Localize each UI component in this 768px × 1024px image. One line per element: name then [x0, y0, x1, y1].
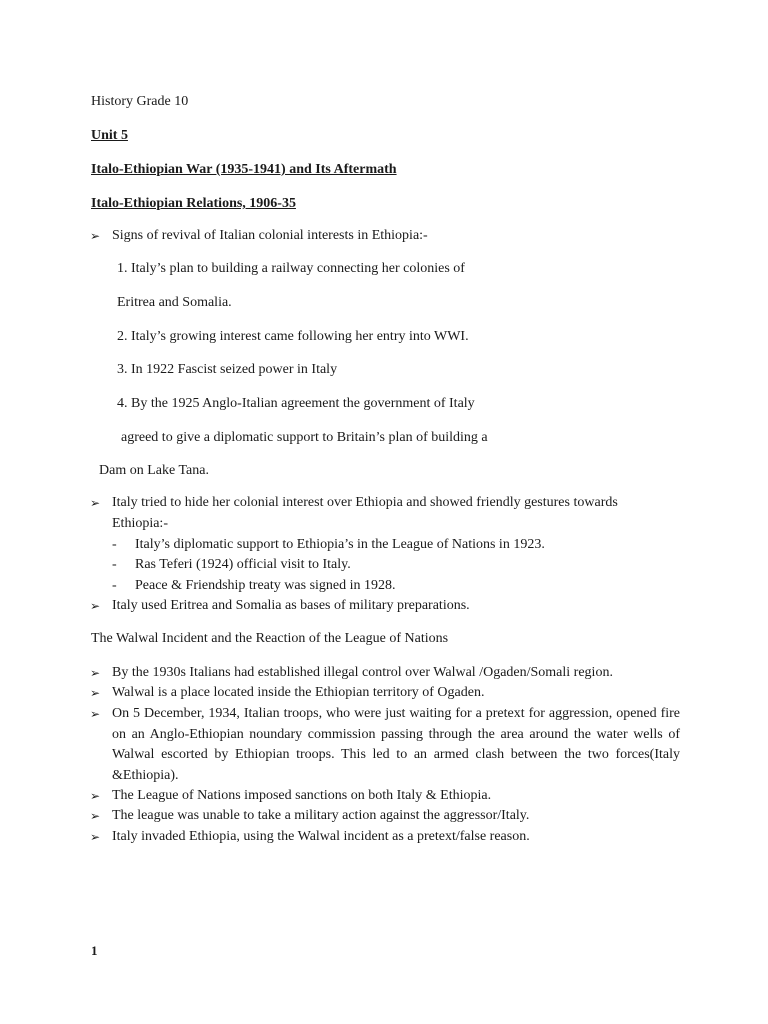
- bullet-text-cont: Ethiopia:-: [112, 515, 168, 531]
- walwal-bullet: [90, 704, 680, 786]
- bullet-text: On 5 December, 1934, Italian troops, who were just waiting for a pretext for aggression, opened fire on an Anglo-Ethiopian noundary commission passing through the area around the water wells of Walwal escorted by Ethiopian troops. This led to an armed clash between the two forces(Italy &Ethiopia).: [112, 706, 680, 783]
- dash-bullet: -: [112, 578, 117, 593]
- bullet-text: Italy used Eritrea and Somalia as bases of military preparations.: [112, 598, 470, 613]
- arrowhead-bullet-icon: ➢: [90, 229, 101, 243]
- signs-item-4-cont2: Dam on Lake Tana.: [99, 463, 209, 478]
- course-label: History Grade 10: [91, 94, 189, 109]
- bullet-text: Walwal is a place located inside the Ethiopian territory of Ogaden.: [112, 685, 485, 700]
- signs-bullet: [90, 226, 680, 247]
- signs-item-2: 2. Italy’s growing interest came following her entry into WWI.: [117, 329, 469, 344]
- friendly-item: [112, 535, 545, 556]
- walwal-bullet: [90, 683, 680, 704]
- bullet-text: Signs of revival of Italian colonial interests in Ethiopia:-: [112, 228, 428, 243]
- bullet-text: The league was unable to take a military action against the aggressor/Italy.: [112, 808, 530, 823]
- arrowhead-bullet-icon: ➢: [90, 666, 101, 680]
- arrowhead-bullet-icon: ➢: [90, 830, 101, 844]
- dash-bullet: -: [112, 557, 117, 572]
- friendly-item: [112, 555, 351, 576]
- arrowhead-bullet-icon: ➢: [90, 707, 101, 721]
- dash-bullet: -: [112, 537, 117, 552]
- signs-item-3: 3. In 1922 Fascist seized power in Italy: [117, 362, 338, 377]
- walwal-heading: The Walwal Incident and the Reaction of the League of Nations: [91, 631, 449, 646]
- friendly-item: [112, 576, 396, 597]
- walwal-bullet: [90, 786, 680, 807]
- walwal-bullet: [90, 663, 680, 684]
- signs-item-4: 4. By the 1925 Anglo-Italian agreement the government of Italy: [117, 396, 475, 411]
- signs-item-1: 1. Italy’s plan to building a railway connecting her colonies of: [117, 261, 465, 276]
- bullet-text: Italy tried to hide her colonial interest over Ethiopia and showed friendly gestures towards: [112, 495, 618, 510]
- friendly-item-text: Ras Teferi (1924) official visit to Italy.: [135, 557, 351, 572]
- page-number: 1: [91, 943, 98, 958]
- signs-item-1-cont: Eritrea and Somalia.: [117, 295, 232, 310]
- friendly-item-text: Italy’s diplomatic support to Ethiopia’s in the League of Nations in 1923.: [135, 537, 545, 552]
- bases-bullet: [90, 596, 680, 617]
- friendly-bullet: [90, 493, 680, 534]
- arrowhead-bullet-icon: ➢: [90, 599, 101, 613]
- arrowhead-bullet-icon: ➢: [90, 496, 101, 510]
- walwal-bullet: [90, 827, 680, 848]
- walwal-bullet: [90, 806, 680, 827]
- arrowhead-bullet-icon: ➢: [90, 686, 101, 700]
- arrowhead-bullet-icon: ➢: [90, 809, 101, 823]
- unit-heading: Unit 5: [91, 128, 128, 143]
- section-title: Italo-Ethiopian Relations, 1906-35: [91, 196, 296, 211]
- arrowhead-bullet-icon: ➢: [90, 789, 101, 803]
- bullet-text: Italy invaded Ethiopia, using the Walwal incident as a pretext/false reason.: [112, 829, 530, 844]
- friendly-item-text: Peace & Friendship treaty was signed in 1928.: [135, 578, 396, 593]
- bullet-text: By the 1930s Italians had established illegal control over Walwal /Ogaden/Somali region.: [112, 665, 613, 680]
- bullet-text: The League of Nations imposed sanctions on both Italy & Ethiopia.: [112, 788, 492, 803]
- chapter-title: Italo-Ethiopian War (1935-1941) and Its Aftermath: [91, 162, 397, 177]
- signs-item-4-cont: agreed to give a diplomatic support to Britain’s plan of building a: [121, 430, 488, 445]
